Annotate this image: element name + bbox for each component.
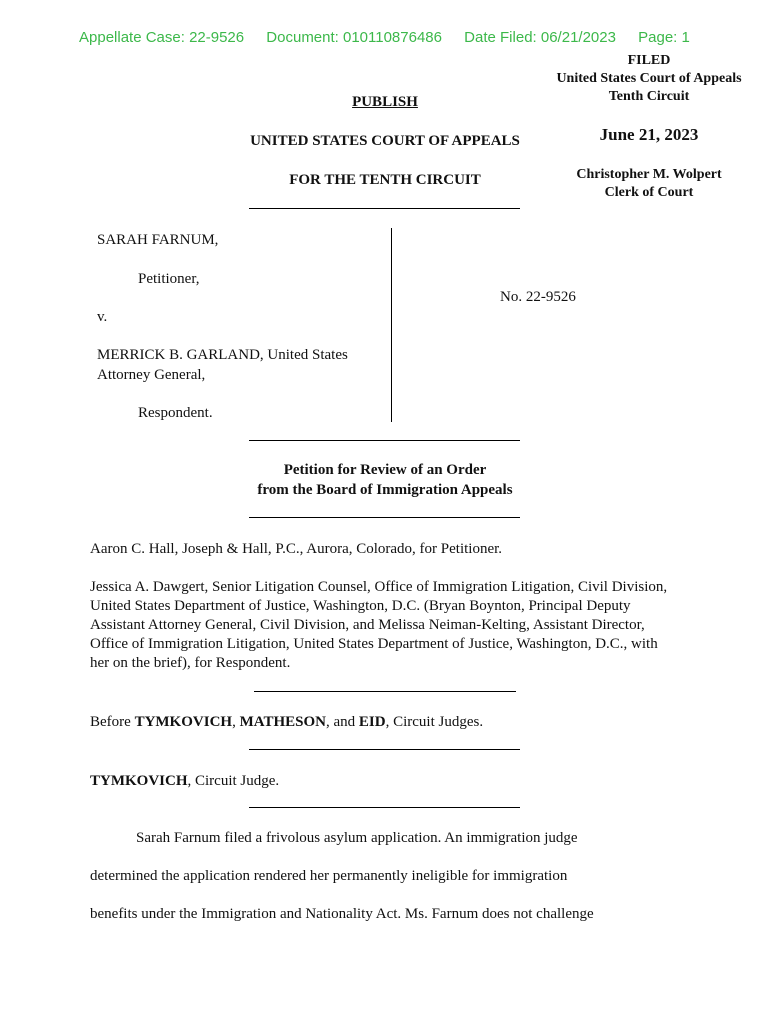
panel-suffix: , Circuit Judges. [385, 714, 484, 730]
panel-separator: , [232, 714, 240, 730]
author-line [90, 772, 675, 791]
panel-separator: , and [325, 714, 359, 730]
case-number: No. 22-9526 [500, 289, 576, 305]
divider [249, 749, 520, 750]
divider [254, 691, 516, 692]
stamp-filed: FILED [627, 53, 671, 68]
court-heading: UNITED STATES COURT OF APPEALS [250, 133, 520, 149]
divider [249, 517, 520, 518]
judge-name: MATHESON [239, 714, 326, 730]
opinion-line: benefits under the Immigration and Nationality Act. Ms. Farnum does not challenge [90, 906, 594, 922]
stamp-clerk-name: Christopher M. Wolpert [576, 167, 722, 182]
stamp-court-line1: United States Court of Appeals [556, 71, 742, 86]
author-suffix: , Circuit Judge. [187, 773, 280, 789]
stamp-court-line2: Tenth Circuit [608, 89, 690, 104]
petitioner-role: Petitioner, [138, 271, 200, 287]
versus: v. [97, 309, 108, 325]
petitioner-counsel: Aaron C. Hall, Joseph & Hall, P.C., Aurora, Colorado, for Petitioner. [90, 541, 503, 557]
petition-title-line2: from the Board of Immigration Appeals [257, 482, 513, 498]
banner-case: Appellate Case: 22-9526 [79, 29, 245, 46]
opinion-line: Sarah Farnum filed a frivolous asylum application. An immigration judge [136, 830, 578, 846]
divider [249, 807, 520, 808]
respondent-counsel: Jessica A. Dawgert, Senior Litigation Counsel, Office of Immigration Litigation, Civil Division, United States Department of Justice, Washington, D.C. (Bryan Boynton, Principal Deputy Assistant Attorney General, Civil Division, and Melissa Neiman-Kelting, Assistant Director, Office of Immigration Litigation, United States Department of Justice, Washington, D.C., with her on the brief), for Respondent. [90, 579, 668, 671]
circuit-heading: FOR THE TENTH CIRCUIT [289, 172, 481, 188]
case-banner [79, 29, 708, 46]
respondent-name-2: Attorney General, [97, 367, 206, 383]
divider [249, 208, 520, 209]
petition-title-line1: Petition for Review of an Order [283, 462, 487, 478]
banner-date-filed: Date Filed: 06/21/2023 [464, 29, 616, 46]
panel-before: Before [90, 714, 135, 730]
petitioner-name: SARAH FARNUM, [97, 232, 219, 248]
divider [249, 440, 520, 441]
banner-page: Page: 1 [638, 29, 690, 46]
stamp-date: June 21, 2023 [599, 125, 699, 144]
author-name: TYMKOVICH [90, 773, 188, 789]
judge-name: TYMKOVICH [134, 714, 233, 730]
judge-name: EID [358, 714, 386, 730]
panel-line [90, 713, 675, 732]
banner-document: Document: 010110876486 [266, 29, 442, 46]
publish-heading: PUBLISH [352, 94, 418, 110]
opinion-line: determined the application rendered her permanently ineligible for immigration [90, 868, 568, 884]
stamp-clerk-title: Clerk of Court [604, 185, 694, 200]
caption-divider [391, 228, 392, 422]
respondent-name: MERRICK B. GARLAND, United States [97, 347, 348, 363]
respondent-role: Respondent. [138, 405, 213, 421]
